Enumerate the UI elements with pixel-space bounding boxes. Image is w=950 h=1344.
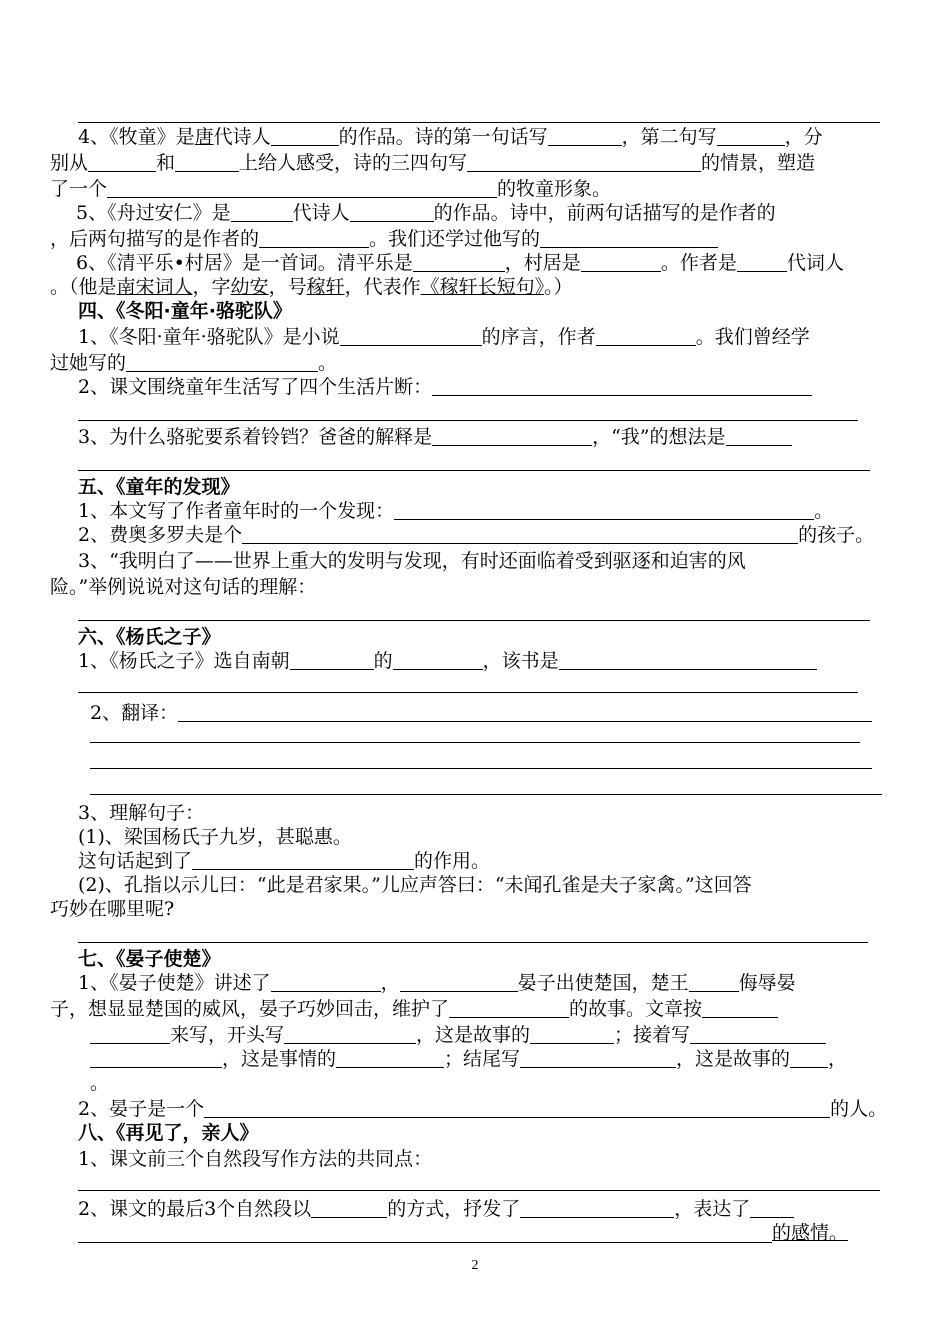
answer-blank[interactable] <box>259 227 369 248</box>
section-8-heading: 八、《再见了，亲人》 <box>78 1122 259 1144</box>
answer-blank[interactable] <box>400 971 518 992</box>
section-7-question-1-line-3: 来写，开头写 ，这是故事的 ；接着写 <box>90 1022 900 1048</box>
answer-blank[interactable] <box>690 1023 826 1044</box>
section-4-heading: 四、《冬阳·童年·骆驼队》 <box>78 300 292 322</box>
section-6-sentence-1: (1)、梁国杨氏子九岁，甚聪惠。 <box>78 826 352 848</box>
section-7-question-1-line-4: ，这是事情的 ；结尾写 ，这是故事的 ， <box>90 1046 900 1072</box>
answer-blank[interactable] <box>290 649 374 670</box>
answer-blank[interactable] <box>90 1023 170 1044</box>
answer-line[interactable] <box>78 1190 880 1191</box>
answer-line[interactable] <box>78 942 868 943</box>
section-5-heading: 五、《童年的发现》 <box>78 476 240 498</box>
section-7-question-1-line-2: 子，想显显楚国的威风，晏子巧妙回击，维护了 的故事。文章按 <box>50 996 900 1022</box>
answer-blank[interactable] <box>271 971 381 992</box>
answer-line[interactable] <box>90 768 872 769</box>
section-7-question-1-end: 。 <box>90 1072 110 1094</box>
answer-blank[interactable] <box>790 1047 828 1068</box>
answer-blank[interactable] <box>596 325 696 346</box>
section-7-question-1-line-1: 1、《晏子使楚》讲述了 ， 晏子出使楚国，楚王 侮辱晏 <box>78 972 796 994</box>
answer-blank[interactable] <box>530 1023 614 1044</box>
section-6-question-2: 2、翻译： <box>90 700 890 726</box>
question-4-line-1: 4、《牧童》是唐代诗人 的作品。诗的第一句话写 ，第二句写 ，分 <box>78 126 823 148</box>
section-5-question-1: 1、本文写了作者童年时的一个发现： 。 <box>78 500 834 522</box>
section-7-question-2: 2、晏子是一个 的人。 <box>78 1098 888 1120</box>
question-5-line-1: 5、《舟过安仁》是 代诗人 的作品。诗中，前两句话描写的是作者的 <box>76 202 776 224</box>
section-7-heading: 七、《晏子使楚》 <box>78 948 221 970</box>
answer-blank[interactable] <box>231 201 293 222</box>
answer-blank[interactable] <box>449 997 569 1018</box>
answer-blank[interactable] <box>702 997 778 1018</box>
answer-blank[interactable] <box>548 125 622 146</box>
section-6-sentence-2-question: 巧妙在哪里呢? <box>50 898 175 920</box>
section-4-question-1-line-1: 1、《冬阳·童年·骆驼队》是小说 的序言，作者 。我们曾经学 <box>78 326 810 348</box>
answer-blank[interactable] <box>311 1197 387 1218</box>
answer-blank[interactable] <box>726 425 792 446</box>
answer-blank[interactable] <box>284 1023 416 1044</box>
answer-line[interactable] <box>78 620 870 621</box>
answer-blank[interactable] <box>520 1197 674 1218</box>
answer-line <box>78 122 880 123</box>
section-6-sentence-2: (2)、孔指以示儿曰：“此是君家果。”儿应声答曰：“未闻孔雀是夫子家禽。”这回答 <box>78 874 752 896</box>
question-4-line-3: 了一个 的牧童形象。 <box>50 178 612 200</box>
answer-blank[interactable] <box>204 1097 830 1118</box>
answer-blank[interactable] <box>689 971 739 992</box>
answer-blank[interactable] <box>393 649 483 670</box>
answer-line[interactable] <box>90 742 860 743</box>
answer-blank[interactable] <box>432 425 592 446</box>
section-5-question-3-line-2: 险。”举例说说对这句话的理解： <box>50 576 317 598</box>
section-4-question-2: 2、课文围绕童年生活写了四个生活片断： <box>78 374 900 400</box>
section-5-question-3-line-1: 3、“我明白了——世界上重大的发明与发现，有时还面临着受到驱逐和迫害的风 <box>78 550 746 572</box>
answer-blank[interactable] <box>750 1197 794 1218</box>
answer-blank[interactable] <box>350 201 434 222</box>
answer-blank[interactable] <box>340 325 482 346</box>
section-8-question-2: 2、课文的最后3个自然段以 的方式，抒发了 ，表达了 <box>78 1196 900 1222</box>
answer-blank[interactable] <box>90 1047 222 1068</box>
answer-blank[interactable] <box>717 125 785 146</box>
answer-blank[interactable] <box>271 125 339 146</box>
answer-line[interactable] <box>78 470 870 471</box>
answer-line[interactable] <box>90 794 882 795</box>
answer-line[interactable] <box>78 420 858 421</box>
answer-blank[interactable] <box>467 151 701 172</box>
question-6-line-2: 。（他是南宋词人，字幼安，号稼轩，代表作《稼轩长短句》。） <box>50 276 573 298</box>
answer-blank[interactable] <box>242 523 798 544</box>
answer-blank[interactable] <box>413 251 505 272</box>
section-8-question-1: 1、课文前三个自然段写作方法的共同点： <box>78 1148 433 1170</box>
question-5-line-2: ，后两句描写的是作者的 。我们还学过他写的 <box>50 226 900 252</box>
answer-blank[interactable] <box>581 251 661 272</box>
answer-blank[interactable] <box>126 351 318 372</box>
section-6-question-3-title: 3、理解句子： <box>78 802 205 824</box>
answer-blank[interactable] <box>559 649 817 670</box>
answer-blank[interactable] <box>540 227 718 248</box>
answer-line[interactable] <box>78 692 858 693</box>
section-8-question-2-end: 的感情。 <box>772 1222 849 1244</box>
answer-line[interactable] <box>78 1242 772 1243</box>
section-6-question-1: 1、《杨氏之子》选自南朝 的 ，该书是 <box>78 648 900 674</box>
page-number: 2 <box>471 1258 479 1273</box>
question-6-line-1: 6、《清平乐•村居》是一首词。清平乐是 ，村居是 。作者是 代词人 <box>76 252 844 274</box>
section-4-question-1-line-2: 过她写的 。 <box>50 352 338 374</box>
answer-blank[interactable] <box>192 849 414 870</box>
question-4-line-2: 别从 和 上给人感受，诗的三四句写 的情景，塑造 <box>50 152 816 174</box>
answer-blank[interactable] <box>737 251 787 272</box>
answer-blank[interactable] <box>432 375 812 396</box>
section-6-heading: 六、《杨氏之子》 <box>78 626 221 648</box>
answer-blank[interactable] <box>520 1047 676 1068</box>
answer-blank[interactable] <box>175 151 239 172</box>
answer-blank[interactable] <box>394 499 814 520</box>
answer-blank[interactable] <box>88 151 156 172</box>
answer-blank[interactable] <box>107 177 497 198</box>
answer-blank[interactable] <box>178 701 872 722</box>
section-4-question-3: 3、为什么骆驼要系着铃铛？爸爸的解释是 ，“我”的想法是 <box>78 424 900 450</box>
section-5-question-2: 2、费奥多罗夫是个 的孩子。 <box>78 524 875 546</box>
answer-blank[interactable] <box>336 1047 444 1068</box>
section-6-sentence-1-question: 这句话起到了 的作用。 <box>78 850 491 872</box>
